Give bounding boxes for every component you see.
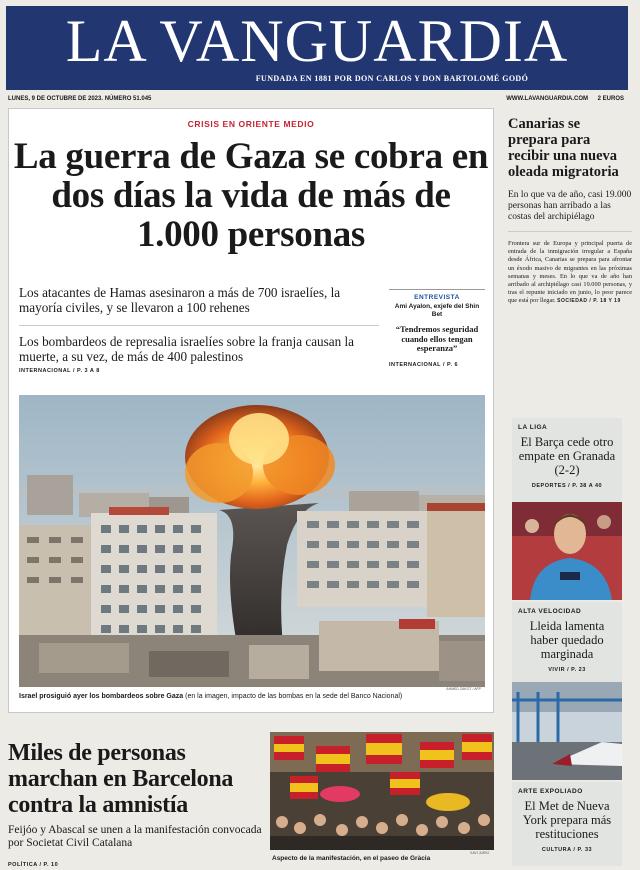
amnistia-deck: Feijóo y Abascal se unen a la manifestación convocada por Societat Civil Catalana xyxy=(8,824,262,849)
train-station-photo[interactable] xyxy=(512,682,622,780)
liga-box[interactable] xyxy=(512,418,622,502)
canarias-body-text: Frontera sur de Europa y principal puerta de entrada de la inmigración irregular a España desde África, Canarias se prepara para afrontar un éxodo masivo de migrantes en las próximas semanas y meses. En lo que va de año han arribado al archipiélago casi 19.000 personas, y tras el repunte iniciado en junio, lo peor parece que está por llegar. xyxy=(508,240,632,305)
canarias-headline[interactable]: Canarias se prepara para recibir una nueva oleada migratoria xyxy=(508,116,619,180)
liga-headline[interactable]: El Barça cede otro empate en Granada (2-2) xyxy=(518,435,616,477)
demonstration-caption: Aspecto de la manifestación, en el paseo de Gràcia xyxy=(272,855,431,862)
masthead xyxy=(6,6,628,90)
liga-page-ref[interactable]: DEPORTES / P. 38 A 40 xyxy=(531,483,603,489)
founded-line: FUNDADA EN 1881 POR DON CARLOS Y DON BARTOLOMÉ GODÓ xyxy=(255,74,529,83)
website-link[interactable]: WWW.LAVANGUARDIA.COM xyxy=(506,96,588,102)
interview-box[interactable] xyxy=(389,289,485,368)
dateline-right xyxy=(498,96,624,106)
photo-caption xyxy=(19,693,489,700)
demonstration-image xyxy=(270,732,494,850)
photo-credit: AHMED ZAKOT / AFP xyxy=(446,687,481,691)
lead-page-ref[interactable]: INTERNACIONAL / P. 3 A 8 xyxy=(19,368,100,374)
lead-kicker: CRISIS EN ORIENTE MEDIO xyxy=(187,119,315,129)
lead-headline[interactable]: La guerra de Gaza se cobra en dos días la vida de más de 1.000 personas xyxy=(13,136,489,255)
lead-subhead-1: Los atacantes de Hamas asesinaron a más de 700 israelíes, la mayoría civiles, y se llevaron a 100 rehenes xyxy=(19,285,341,315)
demonstration-photo[interactable] xyxy=(270,732,494,850)
photo-caption-rest: (en la imagen, impacto de las bombas en la sede del Banco Nacional) xyxy=(183,693,403,700)
lead-subheads xyxy=(19,285,379,374)
canarias-body xyxy=(508,240,632,306)
barca-player-photo[interactable] xyxy=(512,502,622,600)
photo-caption-bold: Israel prosiguió ayer los bombardeos sobre Gaza xyxy=(19,693,184,700)
alta-velocidad-box[interactable] xyxy=(512,602,622,682)
arte-label: ARTE EXPOLIADO xyxy=(518,788,583,795)
interview-page-ref[interactable]: INTERNACIONAL / P. 6 xyxy=(389,361,459,368)
interview-kicker: ENTREVISTA xyxy=(414,294,460,301)
demonstration-photo-credit: XAVI JURIO xyxy=(470,851,490,855)
arte-headline[interactable]: El Met de Nueva York prepara más restituciones xyxy=(522,799,612,841)
alta-velocidad-label: ALTA VELOCIDAD xyxy=(518,608,582,615)
arte-box[interactable] xyxy=(512,782,622,866)
canarias-deck: En lo que va de año, casi 19.000 personas han arribado a las costas del archipiélago xyxy=(508,190,632,232)
amnistia-page-ref[interactable]: POLÍTICA / P. 10 xyxy=(8,862,59,868)
gaza-explosion-image xyxy=(19,395,485,687)
gaza-explosion-photo[interactable] xyxy=(19,395,485,687)
train-station-image xyxy=(512,682,622,780)
issue-date: LUNES, 9 DE OCTUBRE DE 2023. NÚMERO 51.045 xyxy=(8,96,152,102)
price: 2 EUROS xyxy=(597,96,624,102)
lead-story xyxy=(8,108,494,713)
arte-page-ref[interactable]: CULTURA / P. 33 xyxy=(541,847,593,853)
interview-quote: “Tendremos seguridad cuando ellos tengan esperanza” xyxy=(395,324,479,353)
amnistia-headline[interactable]: Miles de personas marchan en Barcelona contra la amnistía xyxy=(8,740,234,818)
alta-velocidad-page-ref[interactable]: VIVIR / P. 23 xyxy=(548,667,586,673)
dateline xyxy=(8,96,624,106)
alta-velocidad-headline[interactable]: Lleida lamenta haber quedado marginada xyxy=(529,619,605,661)
interview-name: Ami Ayalon, exjefe del Shin Bet xyxy=(394,303,480,318)
sidebar-canarias[interactable] xyxy=(508,108,632,306)
barca-player-image xyxy=(512,502,622,600)
lead-subhead-2: Los bombardeos de represalia israelíes sobre la franja causan la muerte, a su vez, de más de 400 palestinos xyxy=(19,325,379,364)
canarias-page-ref[interactable]: SOCIEDAD / P. 18 Y 19 xyxy=(557,298,621,305)
newspaper-logo[interactable]: LA VANGUARDIA xyxy=(65,8,569,74)
liga-label: LA LIGA xyxy=(518,424,548,431)
